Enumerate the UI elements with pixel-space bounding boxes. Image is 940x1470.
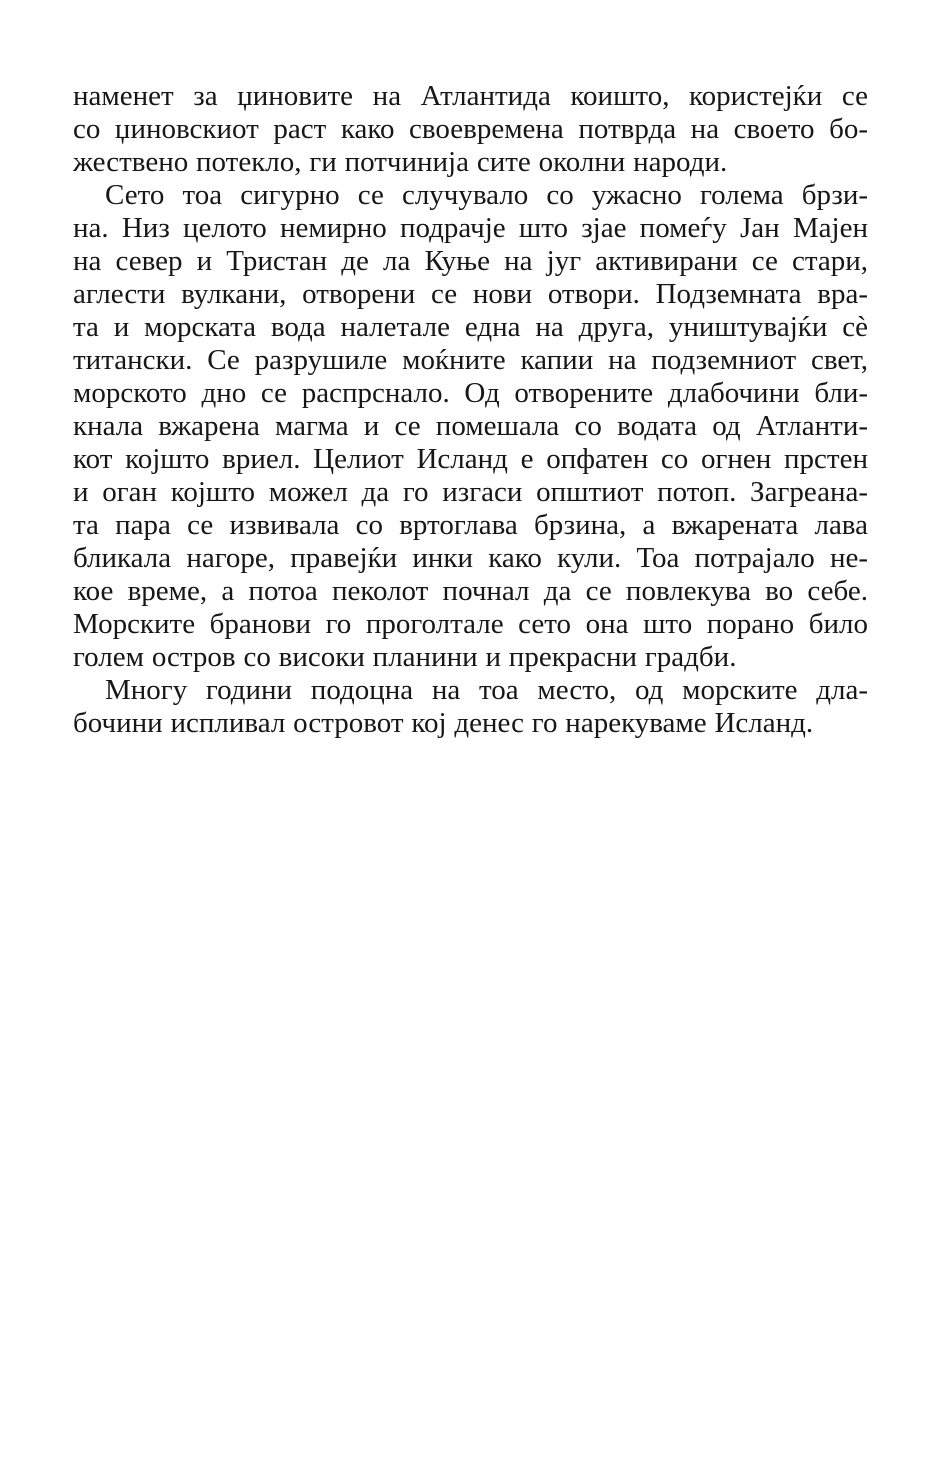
- text-line: аглести вулкани, отворени се нови отвори. Подземната вра-: [73, 278, 868, 310]
- text-line: кот којшто вриел. Целиот Исланд е опфатен со огнен прстен: [73, 443, 868, 475]
- text-line: та пара се извивала со вртоглава брзина, а вжарената лава: [73, 509, 868, 541]
- paragraph: [73, 674, 868, 740]
- text-line: титански. Се разрушиле моќните капии на подземниот свет,: [73, 344, 868, 376]
- text-block: [73, 80, 868, 740]
- text-line: на север и Тристан де ла Куње на југ активирани се стари,: [73, 245, 868, 277]
- text-line: Сето тоа сигурно се случувало со ужасно голема брзи-: [105, 179, 868, 211]
- text-line: со џиновскиот раст како своевремена потврда на своето бо-: [73, 113, 868, 145]
- text-line: на. Низ целото немирно подрачје што зјае помеѓу Јан Мајен: [73, 212, 868, 244]
- text-line: наменет за џиновите на Атлантида коишто, користејќи се: [73, 80, 868, 112]
- text-line: голем остров со високи планини и прекрасни градби.: [73, 641, 737, 673]
- text-line: морското дно се распрснало. Од отворените длабочини бли-: [73, 377, 868, 409]
- text-line: Многу години подоцна на тоа место, од морските дла-: [105, 674, 868, 706]
- text-line: бликала нагоре, правејќи инки како кули. Тоа потрајало не-: [73, 542, 868, 574]
- text-line: бочини испливал островот кој денес го нарекуваме Исланд.: [73, 707, 814, 739]
- text-line: Морските бранови го проголтале сето она што порано било: [73, 608, 868, 640]
- text-line: кое време, а потоа пеколот почнал да се повлекува во себе.: [73, 575, 868, 607]
- text-line: кнала вжарена магма и се помешала со водата од Атланти-: [73, 410, 868, 442]
- paragraph: [73, 80, 868, 179]
- text-line: та и морската вода налетале една на друга, уништувајќи сè: [73, 311, 868, 343]
- paragraph: [73, 179, 868, 674]
- text-line: и оган којшто можел да го изгаси општиот потоп. Загреана-: [73, 476, 868, 508]
- text-line: жествено потекло, ги потчинија сите околни народи.: [73, 146, 728, 178]
